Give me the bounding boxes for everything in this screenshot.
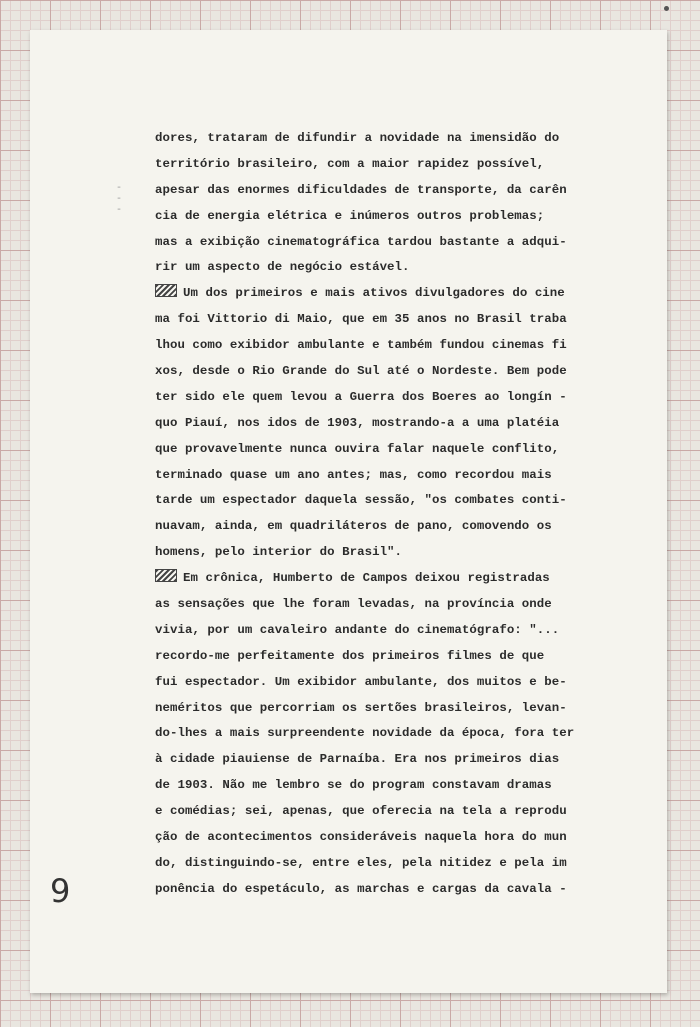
text-line: e comédias; sei, apenas, que oferecia na tela a reprodu — [155, 804, 567, 819]
text-line: Em crônica, Humberto de Campos deixou registradas — [183, 571, 550, 586]
text-line: que provavelmente nunca ouvira falar naquele conflito, — [155, 441, 560, 456]
text-line: do, distinguindo-se, entre eles, pela nitidez e pela im — [155, 855, 567, 870]
text-line: quo Piauí, nos idos de 1903, mostrando-a a uma platéia — [155, 415, 560, 430]
text-line: território brasileiro, com a maior rapidez possível, — [155, 156, 545, 171]
text-line: vivia, por um cavaleiro andante do cinematógrafo: "... — [155, 622, 560, 637]
text-line: homens, pelo interior do Brasil". — [155, 545, 403, 560]
text-line: as sensações que lhe foram levadas, na província onde — [155, 597, 552, 612]
text-line: de 1903. Não me lembro se do program constavam dramas — [155, 778, 552, 793]
paragraph-mark-icon — [155, 284, 177, 297]
paragraph-start-line — [155, 281, 615, 307]
text-line: Um dos primeiros e mais ativos divulgadores do cine — [183, 286, 565, 301]
text-line: ma foi Vittorio di Maio, que em 35 anos no Brasil trabа — [155, 312, 567, 327]
paragraph-start-line — [155, 566, 615, 592]
text-line: dores, trataram de difundir a novidade na imensidão do — [155, 131, 560, 145]
thumbtack — [664, 6, 669, 11]
text-line: xos, desde o Rio Grande do Sul até o Nordeste. Bem pode — [155, 364, 567, 379]
text-line: tarde um espectador daquela sessão, "os combates conti- — [155, 493, 567, 508]
text-line: mas a exibição cinematográfica tardou bastante a adqui- — [155, 234, 567, 249]
text-line: terminado quase um ano antes; mas, como recordou mais — [155, 467, 552, 482]
text-line: cia de energia elétrica e inúmeros outros problemas; — [155, 208, 545, 223]
text-line: ter sido ele quem levou a Guerra dos Boeres ao longín - — [155, 389, 567, 404]
text-line: fui espectador. Um exibidor ambulante, dos muitos e be- — [155, 674, 567, 689]
text-line: recordo-me perfeitamente dos primeiros filmes de que — [155, 648, 545, 663]
text-line: nuavam, ainda, em quadriláteros de pano, comovendo os — [155, 519, 552, 534]
body-text — [155, 126, 615, 903]
text-line: neméritos que percorriam os sertões brasileiros, levan- — [155, 700, 567, 715]
margin-mark: - - - — [116, 183, 124, 216]
text-line: ponência do espetáculo, as marchas e cargas da cavala - — [155, 881, 567, 896]
text-line: do-lhes a mais surpreendente novidade da época, fora ter — [155, 726, 575, 741]
paragraph-mark-icon — [155, 569, 177, 582]
text-line: rir um aspecto de negócio estável. — [155, 260, 410, 275]
text-line: à cidade piauiense de Parnaíba. Era nos primeiros dias — [155, 752, 560, 767]
text-line: apesar das enormes dificuldades de transporte, da carên — [155, 182, 567, 197]
text-line: lhou como exibidor ambulante e também fundou cinemas fi — [155, 338, 567, 353]
text-line: ção de acontecimentos consideráveis naquela hora do mun — [155, 830, 567, 845]
page-number: 9 — [50, 872, 71, 910]
